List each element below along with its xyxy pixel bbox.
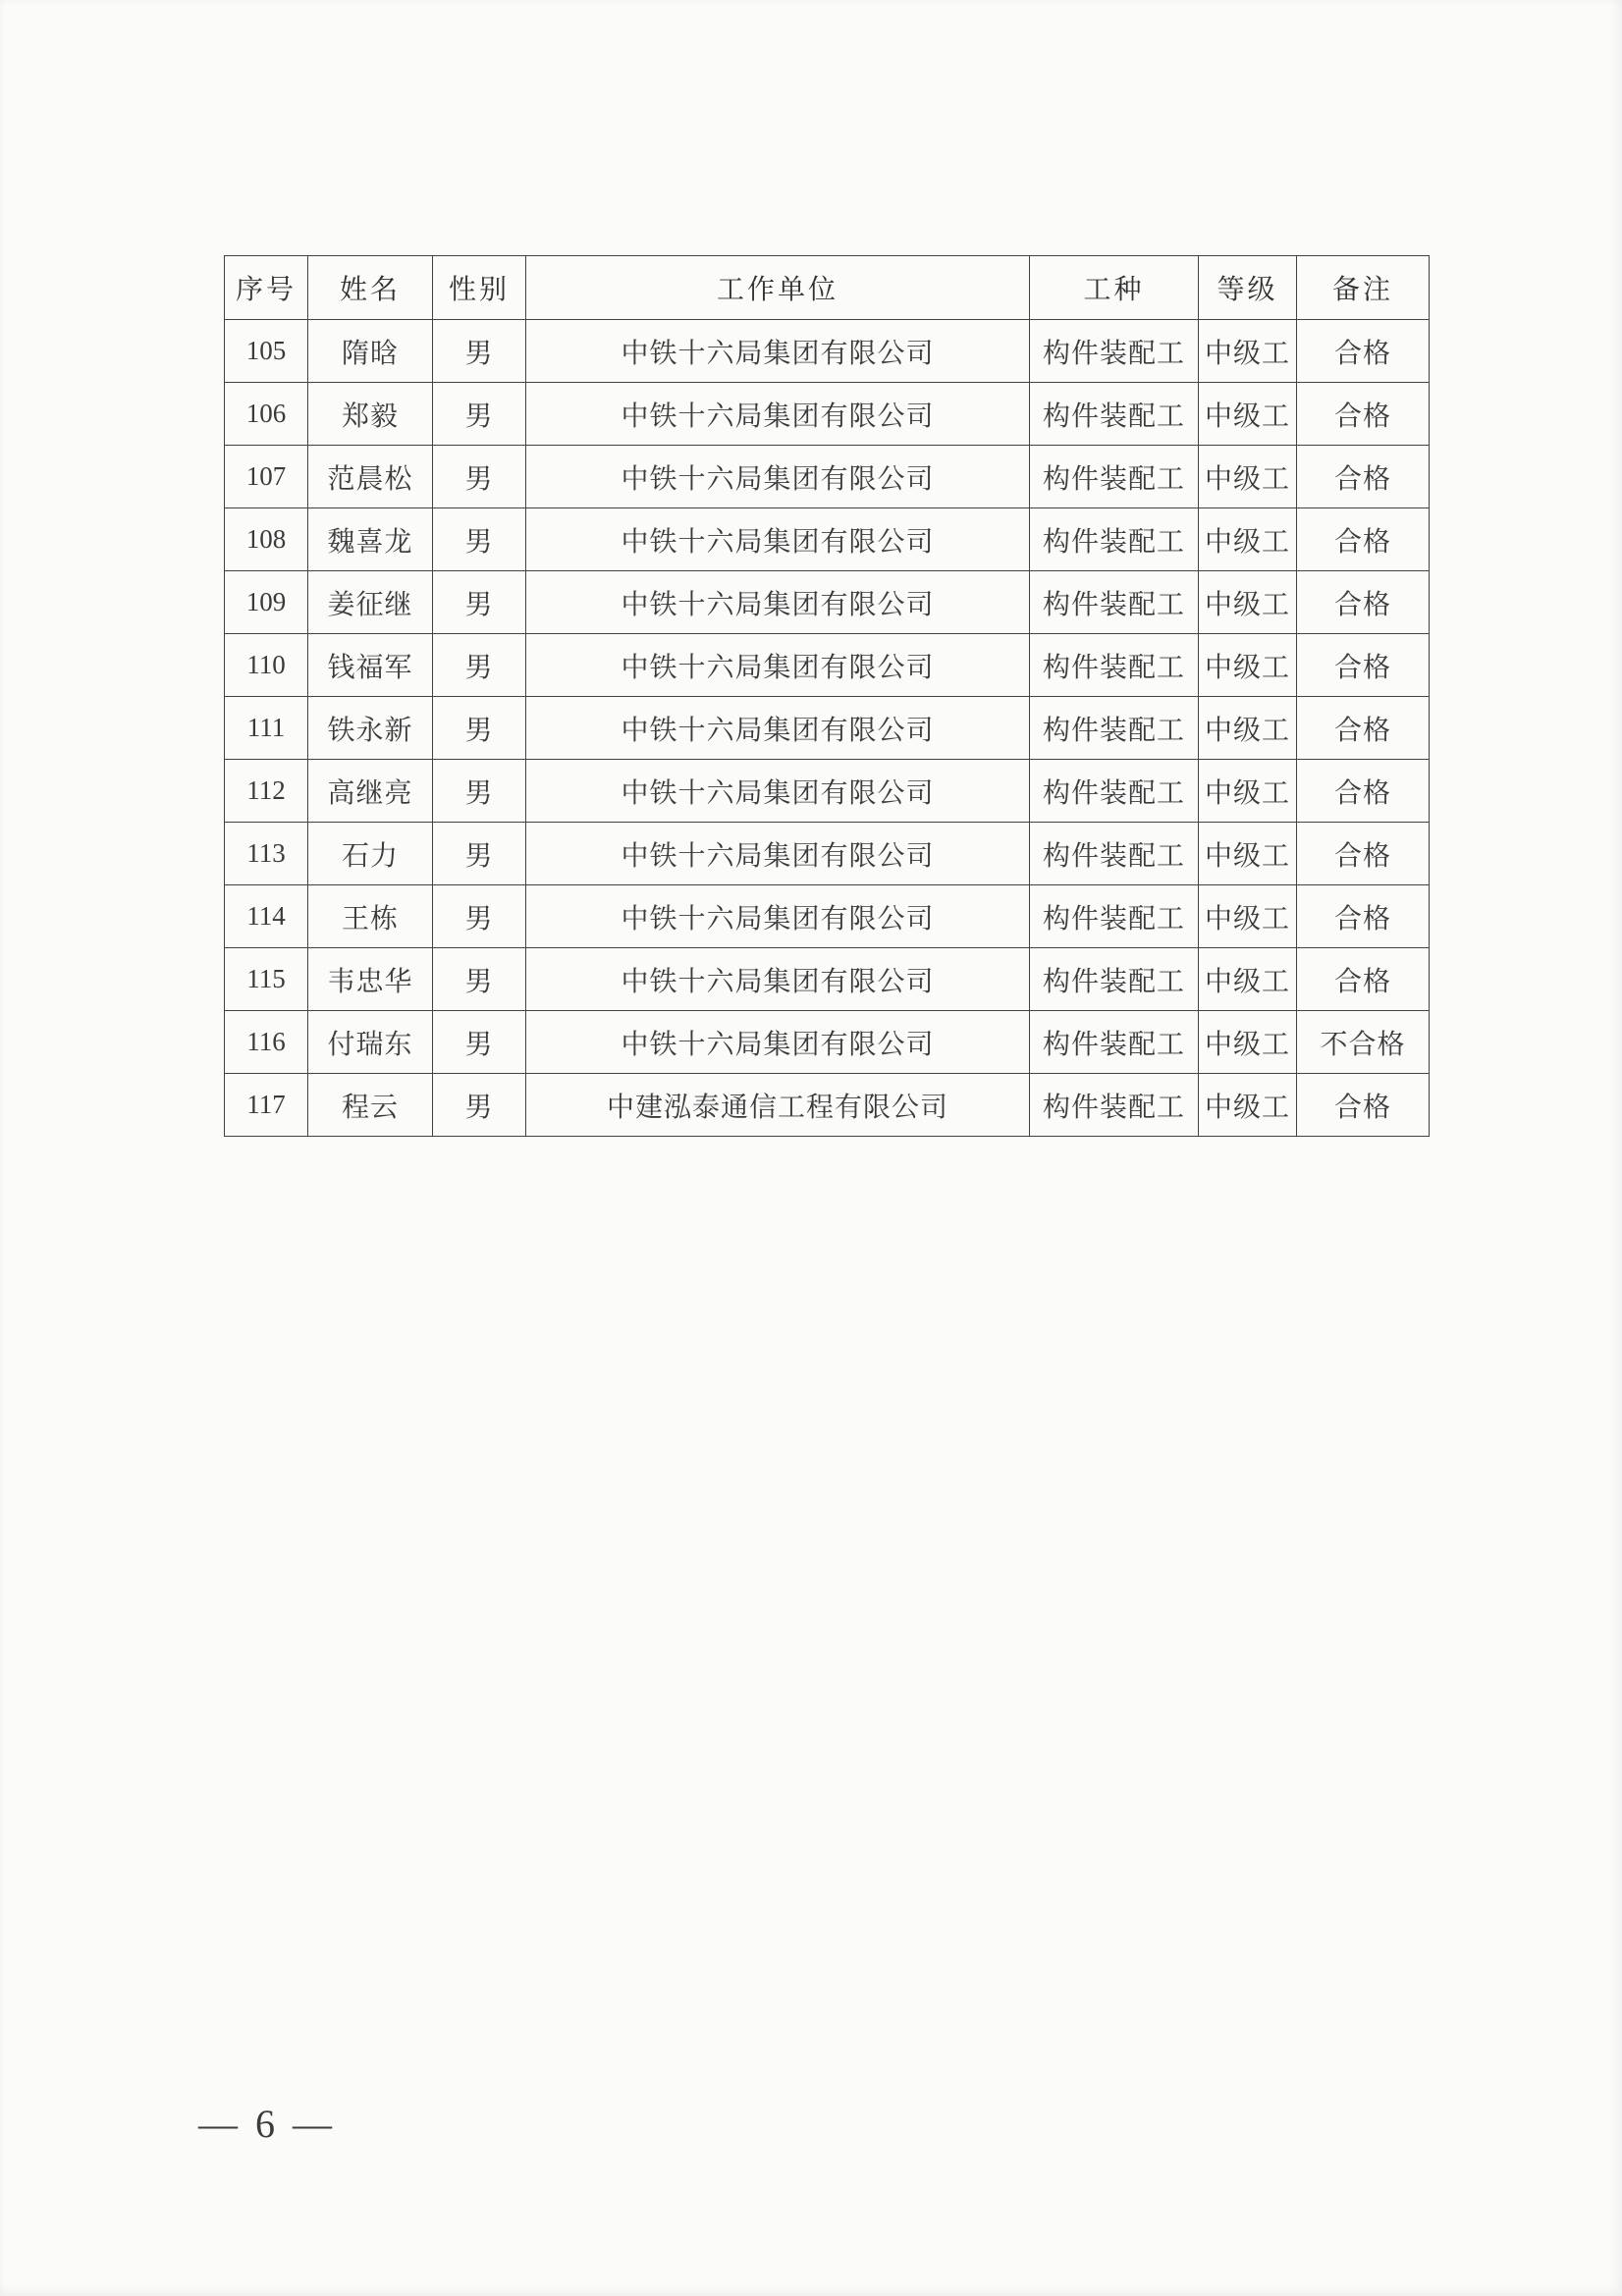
- roster-table: [224, 255, 1430, 1137]
- table-cell: 中铁十六局集团有限公司: [526, 823, 1030, 885]
- table-cell: 合格: [1297, 571, 1430, 634]
- table-cell: 姜征继: [308, 571, 433, 634]
- table-cell: 王栋: [308, 885, 433, 948]
- header-cell-workunit: 工作单位: [526, 256, 1030, 320]
- table-row: [225, 823, 1430, 885]
- table-cell: 中级工: [1199, 1011, 1297, 1074]
- table-cell: 中建泓泰通信工程有限公司: [526, 1074, 1030, 1137]
- header-cell-level: 等级: [1199, 256, 1297, 320]
- page-number: — 6 —: [198, 2102, 336, 2146]
- table-cell: 中级工: [1199, 383, 1297, 446]
- table-cell: 合格: [1297, 885, 1430, 948]
- table-row: [225, 446, 1430, 508]
- table-cell: 隋晗: [308, 320, 433, 383]
- table-cell: 范晨松: [308, 446, 433, 508]
- table-cell: 男: [433, 634, 526, 697]
- header-cell-name: 姓名: [308, 256, 433, 320]
- table-cell: 中铁十六局集团有限公司: [526, 1011, 1030, 1074]
- table-cell: 合格: [1297, 697, 1430, 760]
- table-cell: 魏喜龙: [308, 508, 433, 571]
- table-cell: 构件装配工: [1030, 697, 1199, 760]
- table-cell: 男: [433, 885, 526, 948]
- header-cell-remark: 备注: [1297, 256, 1430, 320]
- table-cell: 构件装配工: [1030, 1074, 1199, 1137]
- table-cell: 中级工: [1199, 697, 1297, 760]
- header-cell-index: 序号: [225, 256, 308, 320]
- table-header-row: [225, 256, 1430, 320]
- table-cell: 中铁十六局集团有限公司: [526, 885, 1030, 948]
- table-row: [225, 1074, 1430, 1137]
- table-cell: 钱福军: [308, 634, 433, 697]
- table-cell: 中级工: [1199, 320, 1297, 383]
- table-cell: 中铁十六局集团有限公司: [526, 320, 1030, 383]
- table-cell: 韦忠华: [308, 948, 433, 1011]
- table-cell: 108: [225, 508, 308, 571]
- table-cell: 111: [225, 697, 308, 760]
- table-cell: 中级工: [1199, 508, 1297, 571]
- table-cell: 构件装配工: [1030, 1011, 1199, 1074]
- table-cell: 合格: [1297, 320, 1430, 383]
- table-cell: 中铁十六局集团有限公司: [526, 948, 1030, 1011]
- table-cell: 构件装配工: [1030, 446, 1199, 508]
- table-cell: 中级工: [1199, 446, 1297, 508]
- table-cell: 男: [433, 948, 526, 1011]
- table-cell: 男: [433, 823, 526, 885]
- table-cell: 109: [225, 571, 308, 634]
- table-cell: 男: [433, 760, 526, 823]
- table-cell: 构件装配工: [1030, 571, 1199, 634]
- table-cell: 中级工: [1199, 885, 1297, 948]
- table-cell: 合格: [1297, 760, 1430, 823]
- table-cell: 付瑞东: [308, 1011, 433, 1074]
- table-cell: 铁永新: [308, 697, 433, 760]
- table-cell: 男: [433, 320, 526, 383]
- table-cell: 男: [433, 1074, 526, 1137]
- table-cell: 中级工: [1199, 1074, 1297, 1137]
- table-row: [225, 383, 1430, 446]
- table-cell: 构件装配工: [1030, 948, 1199, 1011]
- table-cell: 构件装配工: [1030, 823, 1199, 885]
- table-cell: 男: [433, 571, 526, 634]
- table-cell: 115: [225, 948, 308, 1011]
- table-cell: 中级工: [1199, 760, 1297, 823]
- table-row: [225, 634, 1430, 697]
- table-cell: 构件装配工: [1030, 760, 1199, 823]
- table-cell: 程云: [308, 1074, 433, 1137]
- table-cell: 合格: [1297, 823, 1430, 885]
- table-cell: 中铁十六局集团有限公司: [526, 508, 1030, 571]
- table-row: [225, 760, 1430, 823]
- table-cell: 合格: [1297, 634, 1430, 697]
- table-cell: 中级工: [1199, 571, 1297, 634]
- table-cell: 合格: [1297, 1074, 1430, 1137]
- table-cell: 男: [433, 697, 526, 760]
- table-row: [225, 508, 1430, 571]
- table-cell: 114: [225, 885, 308, 948]
- table-cell: 不合格: [1297, 1011, 1430, 1074]
- table-cell: 中铁十六局集团有限公司: [526, 383, 1030, 446]
- table-cell: 男: [433, 383, 526, 446]
- table-row: [225, 320, 1430, 383]
- table-cell: 石力: [308, 823, 433, 885]
- header-cell-jobtype: 工种: [1030, 256, 1199, 320]
- table-row: [225, 1011, 1430, 1074]
- table-cell: 男: [433, 508, 526, 571]
- table-cell: 构件装配工: [1030, 885, 1199, 948]
- table-cell: 构件装配工: [1030, 383, 1199, 446]
- table-cell: 郑毅: [308, 383, 433, 446]
- table-cell: 中级工: [1199, 948, 1297, 1011]
- table-row: [225, 885, 1430, 948]
- table-cell: 中级工: [1199, 823, 1297, 885]
- table-cell: 合格: [1297, 948, 1430, 1011]
- table-row: [225, 697, 1430, 760]
- table-cell: 105: [225, 320, 308, 383]
- table-cell: 中铁十六局集团有限公司: [526, 760, 1030, 823]
- table-cell: 116: [225, 1011, 308, 1074]
- table-row: [225, 948, 1430, 1011]
- table-cell: 男: [433, 1011, 526, 1074]
- table-cell: 合格: [1297, 508, 1430, 571]
- table-cell: 107: [225, 446, 308, 508]
- table-cell: 中铁十六局集团有限公司: [526, 571, 1030, 634]
- table-cell: 112: [225, 760, 308, 823]
- table-cell: 合格: [1297, 383, 1430, 446]
- table-cell: 构件装配工: [1030, 320, 1199, 383]
- table-cell: 106: [225, 383, 308, 446]
- table-cell: 高继亮: [308, 760, 433, 823]
- table-body: [225, 320, 1430, 1137]
- table-cell: 构件装配工: [1030, 634, 1199, 697]
- table-cell: 中级工: [1199, 634, 1297, 697]
- table-cell: 110: [225, 634, 308, 697]
- table-cell: 中铁十六局集团有限公司: [526, 446, 1030, 508]
- table-cell: 中铁十六局集团有限公司: [526, 697, 1030, 760]
- table-cell: 113: [225, 823, 308, 885]
- table-cell: 117: [225, 1074, 308, 1137]
- table-cell: 构件装配工: [1030, 508, 1199, 571]
- table-cell: 中铁十六局集团有限公司: [526, 634, 1030, 697]
- header-cell-gender: 性别: [433, 256, 526, 320]
- table-cell: 男: [433, 446, 526, 508]
- table-row: [225, 571, 1430, 634]
- table-cell: 合格: [1297, 446, 1430, 508]
